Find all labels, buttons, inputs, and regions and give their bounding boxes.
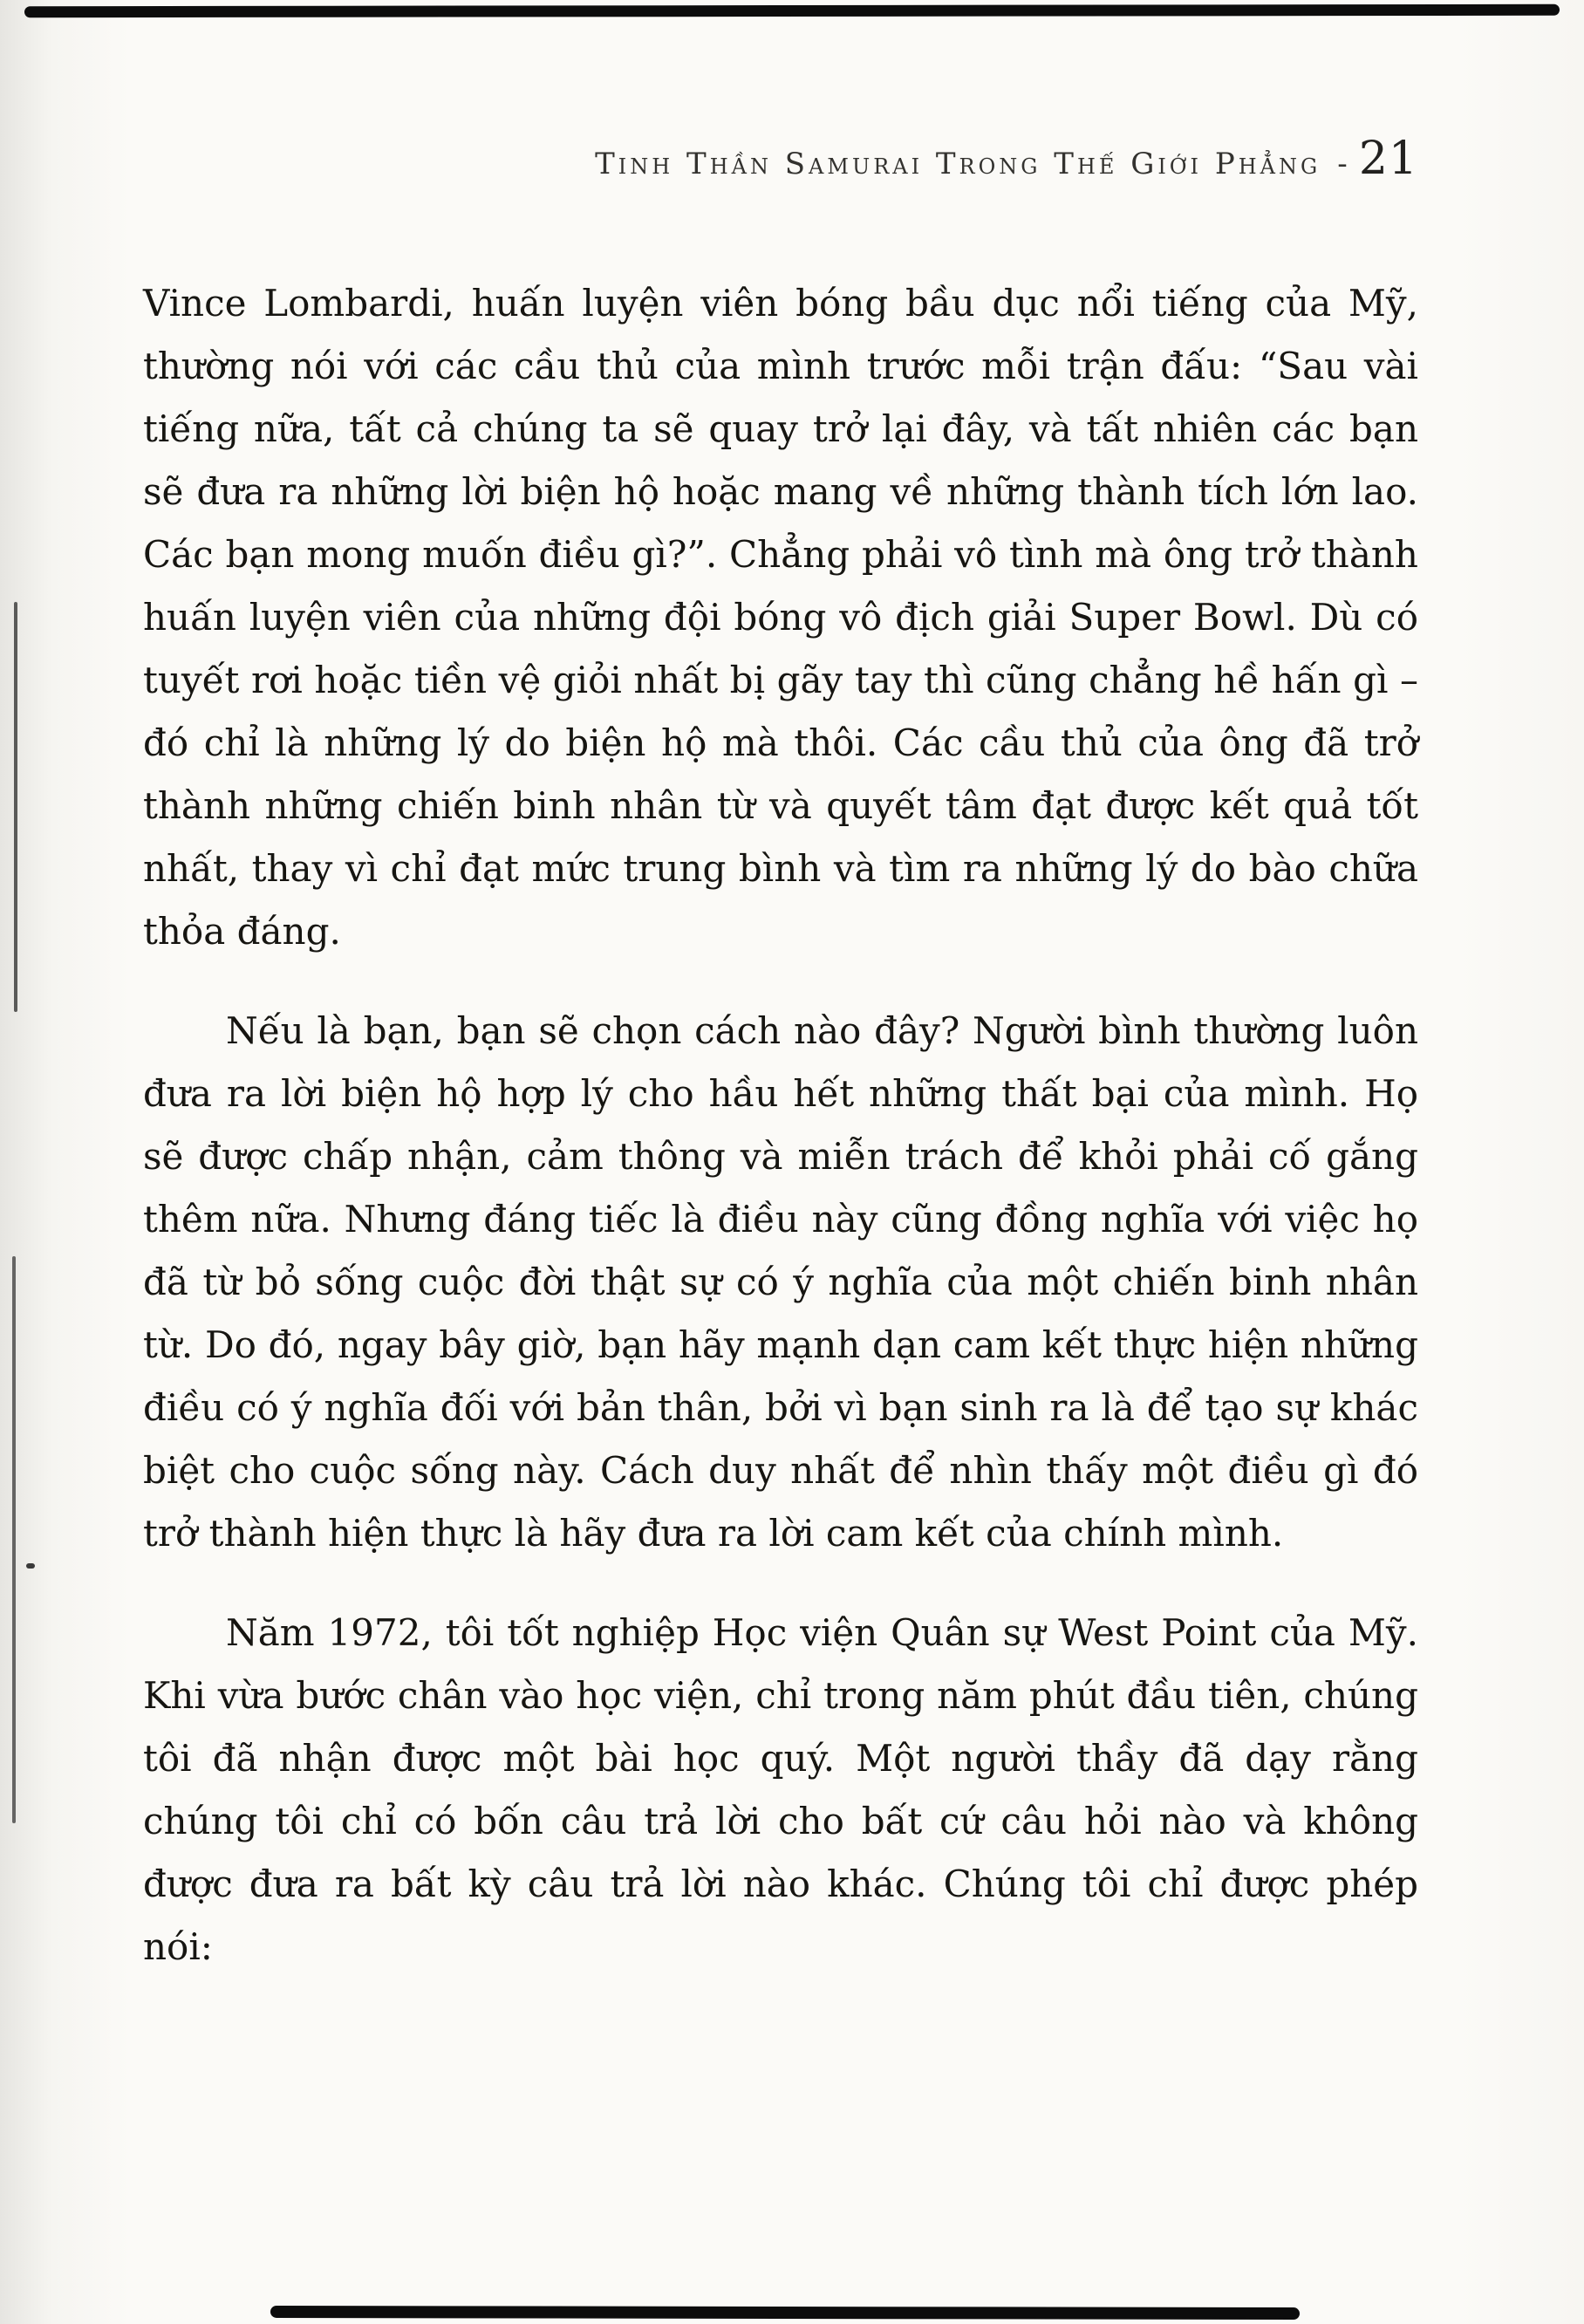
running-head-title: Tinh Thần Samurai Trong Thế Giới Phẳng [595,147,1321,181]
running-head [143,133,1418,185]
running-head-separator: - [1337,147,1348,181]
paragraph-3: Năm 1972, tôi tốt nghiệp Học viện Quân sự West Point của Mỹ. Khi vừa bước chân vào học viện, chỉ trong năm phút đầu tiên, chúng tôi đã nhận được một bài học quý. Một người thầy đã dạy rằng chúng tôi chỉ có bốn câu trả lời cho bất cứ câu hỏi nào và không được đưa ra bất kỳ câu trả lời nào khác. Chúng tôi chỉ được phép nói: [143,1611,1418,1968]
page-number: 21 [1358,133,1418,185]
scan-artifact-bottom-bar [270,2306,1300,2320]
paragraph-2: Nếu là bạn, bạn sẽ chọn cách nào đây? Người bình thường luôn đưa ra lời biện hộ hợp lý cho hầu hết những thất bại của mình. Họ sẽ được chấp nhận, cảm thông và miễn trách để khỏi phải cố gắng thêm nữa. Nhưng đáng tiếc là điều này cũng đồng nghĩa với việc họ đã từ bỏ sống cuộc đời thật sự có ý nghĩa của một chiến binh nhân từ. Do đó, ngay bây giờ, bạn hãy mạnh dạn cam kết thực hiện những điều có ý nghĩa đối với bản thân, bởi vì bạn sinh ra là để tạo sự khác biệt cho cuộc sống này. Cách duy nhất để nhìn thấy một điều gì đó trở thành hiện thực là hãy đưa ra lời cam kết của chính mình. [143,1009,1418,1555]
scan-artifact-left-line-upper [14,602,17,1012]
page-text-block [143,272,1418,2015]
scan-artifact-top-bar [24,4,1560,17]
scan-artifact-left-line-lower [12,1256,16,1823]
scan-artifact-left-dash [26,1563,35,1569]
paragraph-1: Vince Lombardi, huấn luyện viên bóng bầu dục nổi tiếng của Mỹ, thường nói với các cầu thủ của mình trước mỗi trận đấu: “Sau vài tiếng nữa, tất cả chúng ta sẽ quay trở lại đây, và tất nhiên các bạn sẽ đưa ra những lời biện hộ hoặc mang về những thành tích lớn lao. Các bạn mong muốn điều gì?”. Chẳng phải vô tình mà ông trở thành huấn luyện viên của những đội bóng vô địch giải Super Bowl. Dù có tuyết rơi hoặc tiền vệ giỏi nhất bị gãy tay thì cũng chẳng hề hấn gì – đó chỉ là những lý do biện hộ mà thôi. Các cầu thủ của ông đã trở thành những chiến binh nhân từ và quyết tâm đạt được kết quả tốt nhất, thay vì chỉ đạt mức trung bình và tìm ra những lý do bào chữa thỏa đáng. [143,282,1418,953]
